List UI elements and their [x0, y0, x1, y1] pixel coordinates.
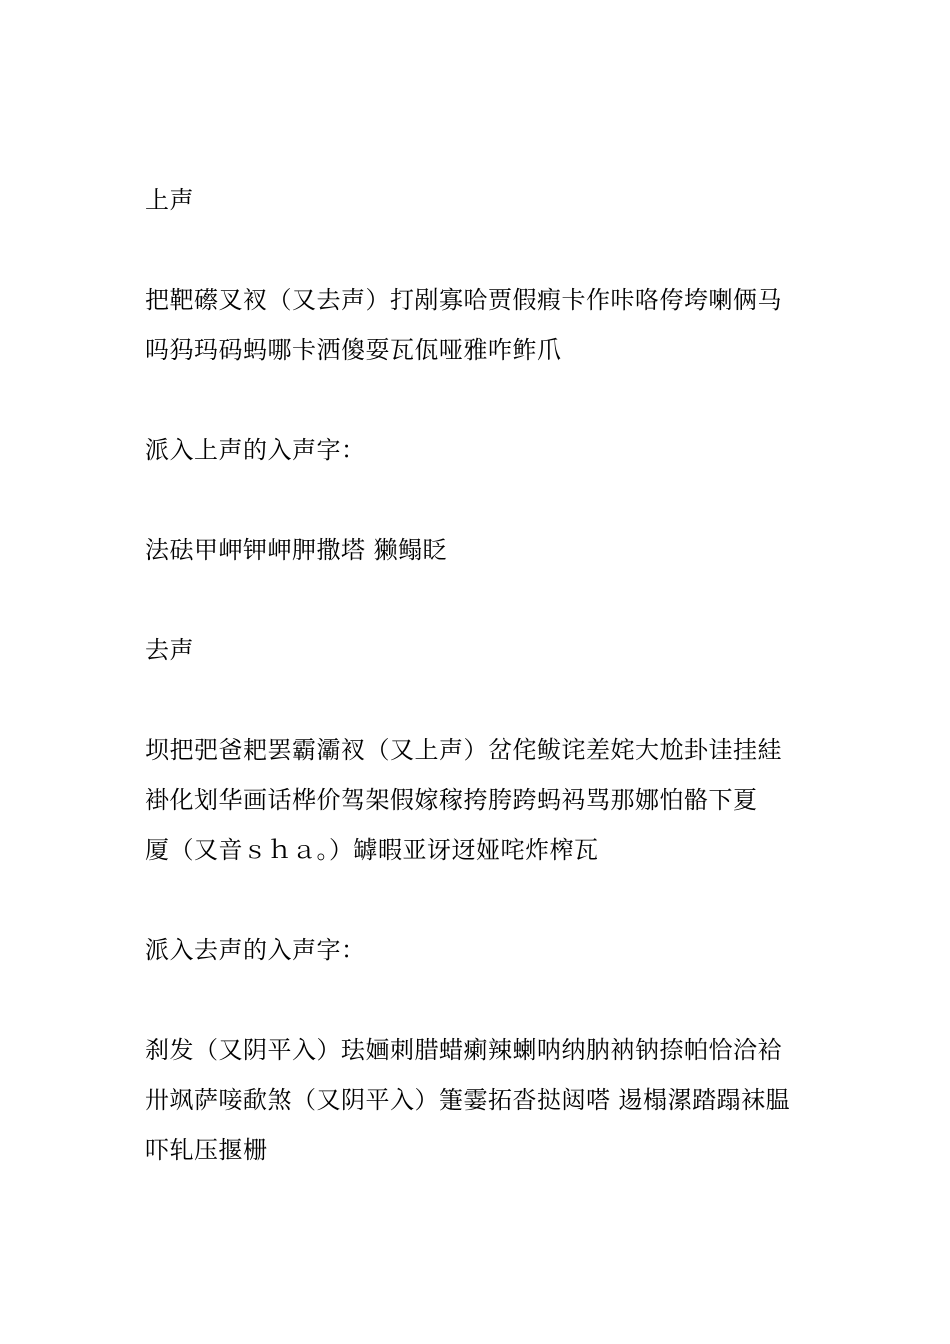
paragraph-line: 把靶礤叉衩（又去声）打剐寡哈贾假瘕卡作咔咯侉垮喇俩马 — [145, 286, 782, 314]
paragraph-line: 卅飒萨唼歃煞（又阴平入）箑霎拓沓挞闼嗒 逷榻漯踏蹋袜腽 — [145, 1086, 791, 1114]
paragraph-line: 褂化划华画话桦价驾架假嫁稼挎胯跨蚂祃骂那娜怕骼下夏 — [145, 786, 758, 814]
paragraph-line: 法砝甲岬钾岬胛撒塔 獭鳎眨 — [145, 536, 448, 564]
paragraph-line: 厦（又音ｓｈａ。）罅暇亚讶迓娅咤炸榨瓦 — [145, 836, 599, 864]
paragraph-rusheng-qusheng-chars — [145, 1025, 815, 1175]
section-heading-shangsheng — [145, 175, 815, 225]
section-heading-rusheng-to-shangsheng — [145, 425, 815, 475]
section-heading-qusheng — [145, 625, 815, 675]
paragraph-line: 刹发（又阴平入）珐婳刺腊蜡瘌辣蝲呐纳肭衲钠捺帕恰洽袷 — [145, 1036, 782, 1064]
paragraph-line: 吗犸玛码蚂哪卡洒傻耍瓦佤哑雅咋鲊爪 — [145, 336, 562, 364]
heading-text: 派入上声的入声字： — [145, 436, 366, 464]
section-heading-rusheng-to-qusheng — [145, 925, 815, 975]
heading-text: 派入去声的入声字： — [145, 936, 366, 964]
paragraph-line: 坝把弝爸耙罢霸灞衩（又上声）岔侘鲅诧差姹大尬卦诖挂絓 — [145, 736, 782, 764]
paragraph-shangsheng-chars — [145, 275, 815, 375]
heading-text: 去声 — [145, 636, 194, 664]
paragraph-line: 吓轧压揠栅 — [145, 1136, 268, 1164]
paragraph-qusheng-chars — [145, 725, 815, 875]
paragraph-rusheng-shangsheng-chars — [145, 525, 815, 575]
heading-text: 上声 — [145, 186, 194, 214]
